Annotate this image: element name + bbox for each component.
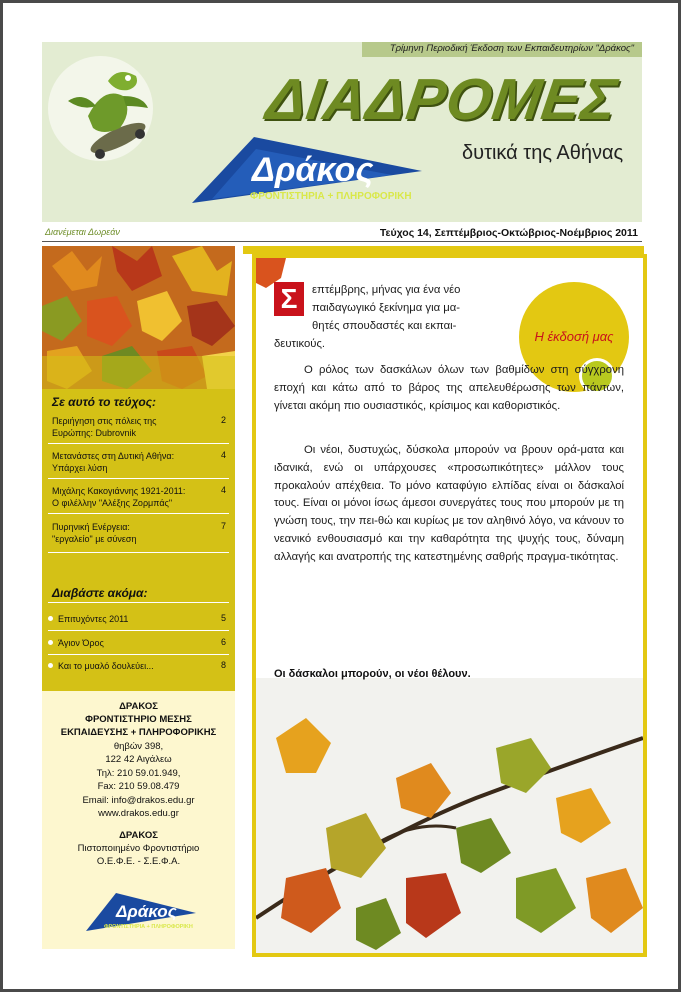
- masthead: [42, 42, 642, 222]
- cert-title: ΔΡΑΚΟΣ: [119, 830, 158, 841]
- toc-item-title: Μετανάστες στη Δυτική Αθήνα: Υπάρχει λύση: [52, 451, 175, 473]
- article-top-bar: [243, 246, 644, 254]
- contact-org: ΕΚΠΑΙΔΕΥΣΗΣ + ΠΛΗΡΟΦΟΡΙΚΗΣ: [60, 727, 217, 738]
- more-heading: Διαβάστε ακόμα:: [52, 586, 148, 600]
- drakos-logo-small: [86, 893, 196, 933]
- contact-box: [42, 691, 235, 949]
- contact-name: ΔΡΑΚΟΣ: [119, 701, 158, 712]
- header-divider: [42, 241, 642, 242]
- more-item-page: 6: [220, 637, 226, 647]
- divider: [48, 630, 229, 631]
- divider: [48, 654, 229, 655]
- contact-address: θηβών 398,: [113, 741, 164, 752]
- newsletter-subtitle: δυτικά της Αθήνας: [462, 142, 624, 164]
- logo-tagline-small: ΦΡΟΝΤΙΣΤΗΡΙΑ + ΠΛΗΡΟΦΟΡΙΚΗ: [104, 924, 193, 930]
- free-distribution-label: Διανέμεται Δωρεάν: [45, 227, 120, 237]
- intro-line: δευτικούς.: [274, 338, 326, 350]
- bullet-icon: [48, 616, 53, 621]
- newsletter-page: [3, 3, 678, 989]
- newsletter-title: ΔΙΑΔΡΟΜΕΣ: [262, 67, 622, 132]
- divider: [48, 602, 229, 603]
- logo-tagline: ΦΡΟΝΤΙΣΤΗΡΙΑ + ΠΛΗΡΟΦΟΡΙΚΗ: [250, 191, 412, 202]
- issue-info: Τεύχος 14, Σεπτέμβριος-Οκτώβριος-Νοέμβριος 2011: [379, 227, 638, 239]
- dragon-mascot: [48, 56, 153, 161]
- paragraph: Ο ρόλος των δασκάλων όλων των βαθμίδων στη σύγχρονη εποχή και κάτω από το βάρος της απελευθέρωσης των πάντων, γίνεται ακόμη πιο ουσιαστικός, κρίσιμος και καθοριστικός.: [274, 364, 624, 412]
- autumn-branch-photo: [256, 678, 643, 953]
- sidebar-contents: [42, 389, 235, 691]
- toc-item-title: Πυρηνική Ενέργεια: "εργαλείο" με σύνεση: [52, 522, 137, 544]
- autumn-leaves-photo: [42, 246, 235, 389]
- bullet-icon: [48, 663, 53, 668]
- tagline-bar: [362, 42, 642, 57]
- more-item-page: 5: [220, 613, 226, 623]
- divider: [48, 552, 229, 553]
- toc-item-page: 2: [220, 415, 226, 425]
- toc-heading: Σε αυτό το τεύχος:: [52, 395, 157, 409]
- drakos-logo: [192, 137, 422, 207]
- divider: [48, 443, 229, 444]
- dragon-skateboard-icon: [48, 56, 153, 161]
- contact-fax: Fax: 210 59.08.479: [97, 781, 180, 792]
- contact-phone: Τηλ: 210 59.01.949,: [96, 768, 181, 779]
- divider: [48, 478, 229, 479]
- toc-item-page: 7: [220, 521, 226, 531]
- contact-address: 122 42 Αιγάλεω: [105, 754, 172, 765]
- editorial-article: [252, 254, 647, 957]
- logo-wordmark-small: Δράκος: [116, 902, 177, 921]
- signoff: Οι δάσκαλοι μπορούν, οι νέοι θέλουν.: [274, 668, 471, 680]
- drop-cap: Σ: [274, 282, 304, 316]
- edition-badge-label: Η έκδοσή μας: [534, 329, 614, 344]
- toc-item-page: 4: [220, 485, 226, 495]
- toc-item-page: 4: [220, 450, 226, 460]
- toc-item-title: Περιήγηση στις πόλεις της Ευρώπης: Dubrovnik: [52, 416, 157, 438]
- cert-line: Ο.Ε.Φ.Ε. - Σ.Ε.Φ.Α.: [96, 856, 181, 867]
- more-item-page: 8: [220, 660, 226, 670]
- contact-email[interactable]: Email: info@drakos.edu.gr: [82, 795, 195, 806]
- more-item-label: Και το μυαλό δουλεύει...: [58, 661, 154, 671]
- intro-line: θητές σπουδαστές και εκπαι-: [312, 320, 457, 332]
- divider: [48, 513, 229, 514]
- tagline: Τρίμηνη Περιοδική Έκδοση των Εκπαιδευτηρίων "Δράκος": [389, 43, 634, 54]
- more-item-label: Άγιον Όρος: [58, 638, 104, 648]
- intro-line: παιδαγωγικό ξεκίνημα για μα-: [312, 302, 461, 314]
- intro-line: επτέμβρης, μήνας για ένα νέο: [312, 284, 461, 296]
- more-item-label: Επιτυχόντες 2011: [58, 614, 129, 624]
- paragraph: Οι νέοι, δυστυχώς, δύσκολα μπορούν να βρουν ορά-ματα και ιδανικά, ενώ οι υπάρχουσες «προσωπικότητες» μάλλον τους προκαλούν απέχθεια. Το μόνο καταφύγιο ελπίδας είναι οι δάσκαλοί τους. Είναι οι μόνοι ίσως άμεσοι συνεργάτες τους που μπορούν με τη γνώση τους, την πει-θώ και κυρίως με τον αληθινό λόγο, να κάνουν το νεανικό ενθουσιασμό και την καθαρότητα της ψυχής τους, δύναμη αλλαγής και ανατροπής της κατεστημένης σαθρής πραγμα-τικότητας.: [274, 444, 624, 563]
- toc-item-title: Μιχάλης Κακογιάννης 1921-2011: Ο φιλέλλην "Αλέξης Ζορμπάς": [52, 486, 186, 508]
- bullet-icon: [48, 640, 53, 645]
- contact-org: ΦΡΟΝΤΙΣΤΗΡΙΟ ΜΕΣΗΣ: [85, 714, 192, 725]
- logo-wordmark: Δράκος: [252, 151, 374, 189]
- cert-line: Πιστοποιημένο Φροντιστήριο: [77, 843, 200, 854]
- contact-website[interactable]: www.drakos.edu.gr: [98, 808, 179, 819]
